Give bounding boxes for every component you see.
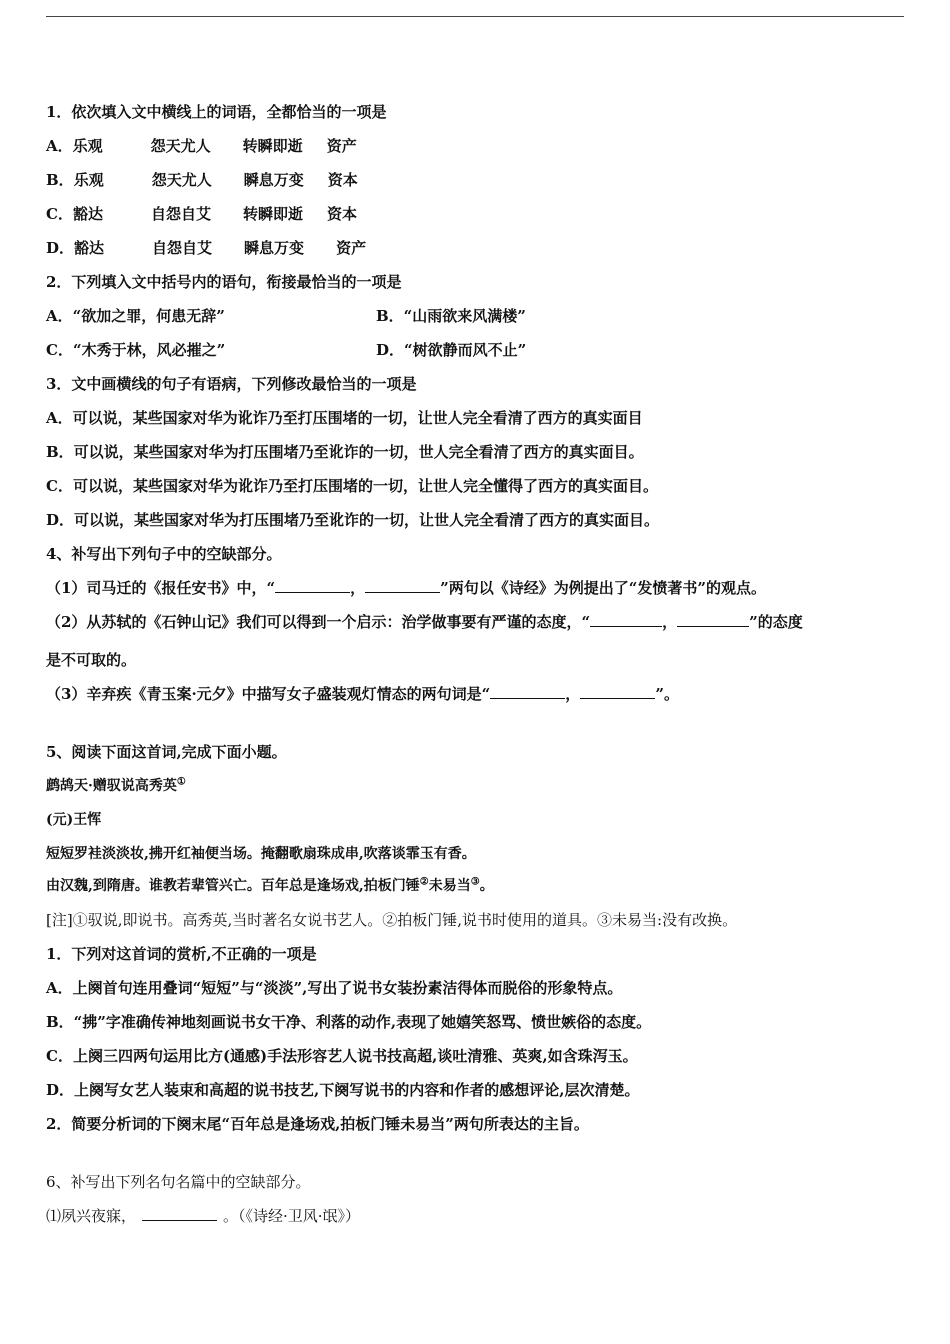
q4-sentence-1: （1）司马迁的《报任安书》中，“ ， ”两句以《诗经》为例提出了“发愤著书”的观点。: [46, 579, 766, 597]
q1-option-c: C．豁达 自怨自艾 转瞬即逝 资本: [46, 205, 358, 223]
poem-note: [注]①驭说,即说书。高秀英,当时著名女说书艺人。②拍板门锤,说书时使用的道具。③未易当:没有改换。: [46, 911, 738, 929]
poem-title: 鹧鸪天·赠驭说高秀英①: [46, 776, 186, 794]
q5-sub1-option-c: C．上阕三四两句运用比方(通感)手法形容艺人说书技高超,谈吐清雅、英爽,如含珠泻玉。: [46, 1047, 638, 1065]
fill-blank[interactable]: [580, 684, 655, 699]
q3-option-a: A．可以说，某些国家对华为讹诈乃至打压围堵的一切，让世人完全看清了西方的真实面目: [46, 409, 643, 427]
poem-line-2: 由汉魏,到隋唐。谁教若辈管兴亡。百年总是逢场戏,拍板门锤②未易当③。: [46, 876, 494, 894]
header-rule: [46, 16, 904, 17]
q1-option-d: D．豁达 自怨自艾 瞬息万变 资产: [46, 239, 367, 257]
q5-stem: 5、阅读下面这首词,完成下面小题。: [46, 743, 287, 761]
q2-option-c: C．“木秀于林，风必摧之”: [46, 341, 226, 359]
q5-sub1-option-d: D．上阕写女艺人装束和高超的说书技艺,下阕写说书的内容和作者的感想评论,层次清楚。: [46, 1081, 640, 1099]
q3-option-b: B．可以说，某些国家对华为打压围堵乃至讹诈的一切，世人完全看清了西方的真实面目。: [46, 443, 644, 461]
q4-sentence-2: （2）从苏轼的《石钟山记》我们可以得到一个启示：治学做事要有严谨的态度，“ ， ”的态度: [46, 613, 803, 631]
fill-blank[interactable]: [677, 612, 749, 627]
poem-line-1: 短短罗袿淡淡妆,拂开红袖便当场。掩翻歌扇珠成串,吹落谈霏玉有香。: [46, 846, 476, 862]
q1-stem: 1．依次填入文中横线上的词语，全都恰当的一项是: [46, 103, 387, 121]
q1-option-a: A．乐观 怨天尤人 转瞬即逝 资产: [46, 137, 357, 155]
q5-sub1-stem: 1．下列对这首词的赏析,不正确的一项是: [46, 945, 317, 963]
q1-option-b: B．乐观 怨天尤人 瞬息万变 资本: [46, 171, 358, 189]
q2-option-a: A．“欲加之罪，何患无辞”: [46, 307, 225, 325]
q2-option-d: D．“树欲静而风不止”: [376, 341, 527, 359]
q4-stem: 4、补写出下列句子中的空缺部分。: [46, 545, 282, 563]
fill-blank[interactable]: [590, 612, 662, 627]
q2-stem: 2．下列填入文中括号内的语句，衔接最恰当的一项是: [46, 273, 402, 291]
poem-author: (元)王恽: [46, 812, 102, 828]
q3-option-d: D．可以说，某些国家对华为打压围堵乃至讹诈的一切，让世人完全看清了西方的真实面目。: [46, 511, 660, 529]
q5-sub2-stem: 2．简要分析词的下阕末尾“百年总是逢场戏,拍板门锤未易当”两句所表达的主旨。: [46, 1115, 589, 1133]
q5-sub1-option-b: B．“拂”字准确传神地刻画说书女干净、利落的动作,表现了她嬉笑怒骂、愤世嫉俗的态度。: [46, 1013, 652, 1031]
fill-blank[interactable]: [142, 1206, 217, 1221]
q4-sentence-2-cont: 是不可取的。: [46, 651, 137, 669]
q6-sentence-1: ⑴夙兴夜寐， 。（《诗经·卫风·氓》）: [46, 1207, 361, 1225]
q2-option-b: B．“山雨欲来风满楼”: [376, 307, 526, 325]
fill-blank[interactable]: [275, 578, 350, 593]
fill-blank[interactable]: [490, 684, 565, 699]
q2-option-row-1: [46, 306, 225, 326]
q3-option-c: C．可以说，某些国家对华为讹诈乃至打压围堵的一切，让世人完全懂得了西方的真实面目。: [46, 477, 658, 495]
q6-stem: 6、补写出下列名句名篇中的空缺部分。: [46, 1173, 311, 1191]
q3-stem: 3．文中画横线的句子有语病，下列修改最恰当的一项是: [46, 375, 417, 393]
fill-blank[interactable]: [365, 578, 440, 593]
q4-sentence-3: （3）辛弃疾《青玉案·元夕》中描写女子盛装观灯情态的两句词是“ ， ”。: [46, 685, 679, 703]
q5-sub1-option-a: A．上阕首句连用叠词“短短”与“淡淡”,写出了说书女装扮素洁得体而脱俗的形象特点。: [46, 979, 623, 997]
